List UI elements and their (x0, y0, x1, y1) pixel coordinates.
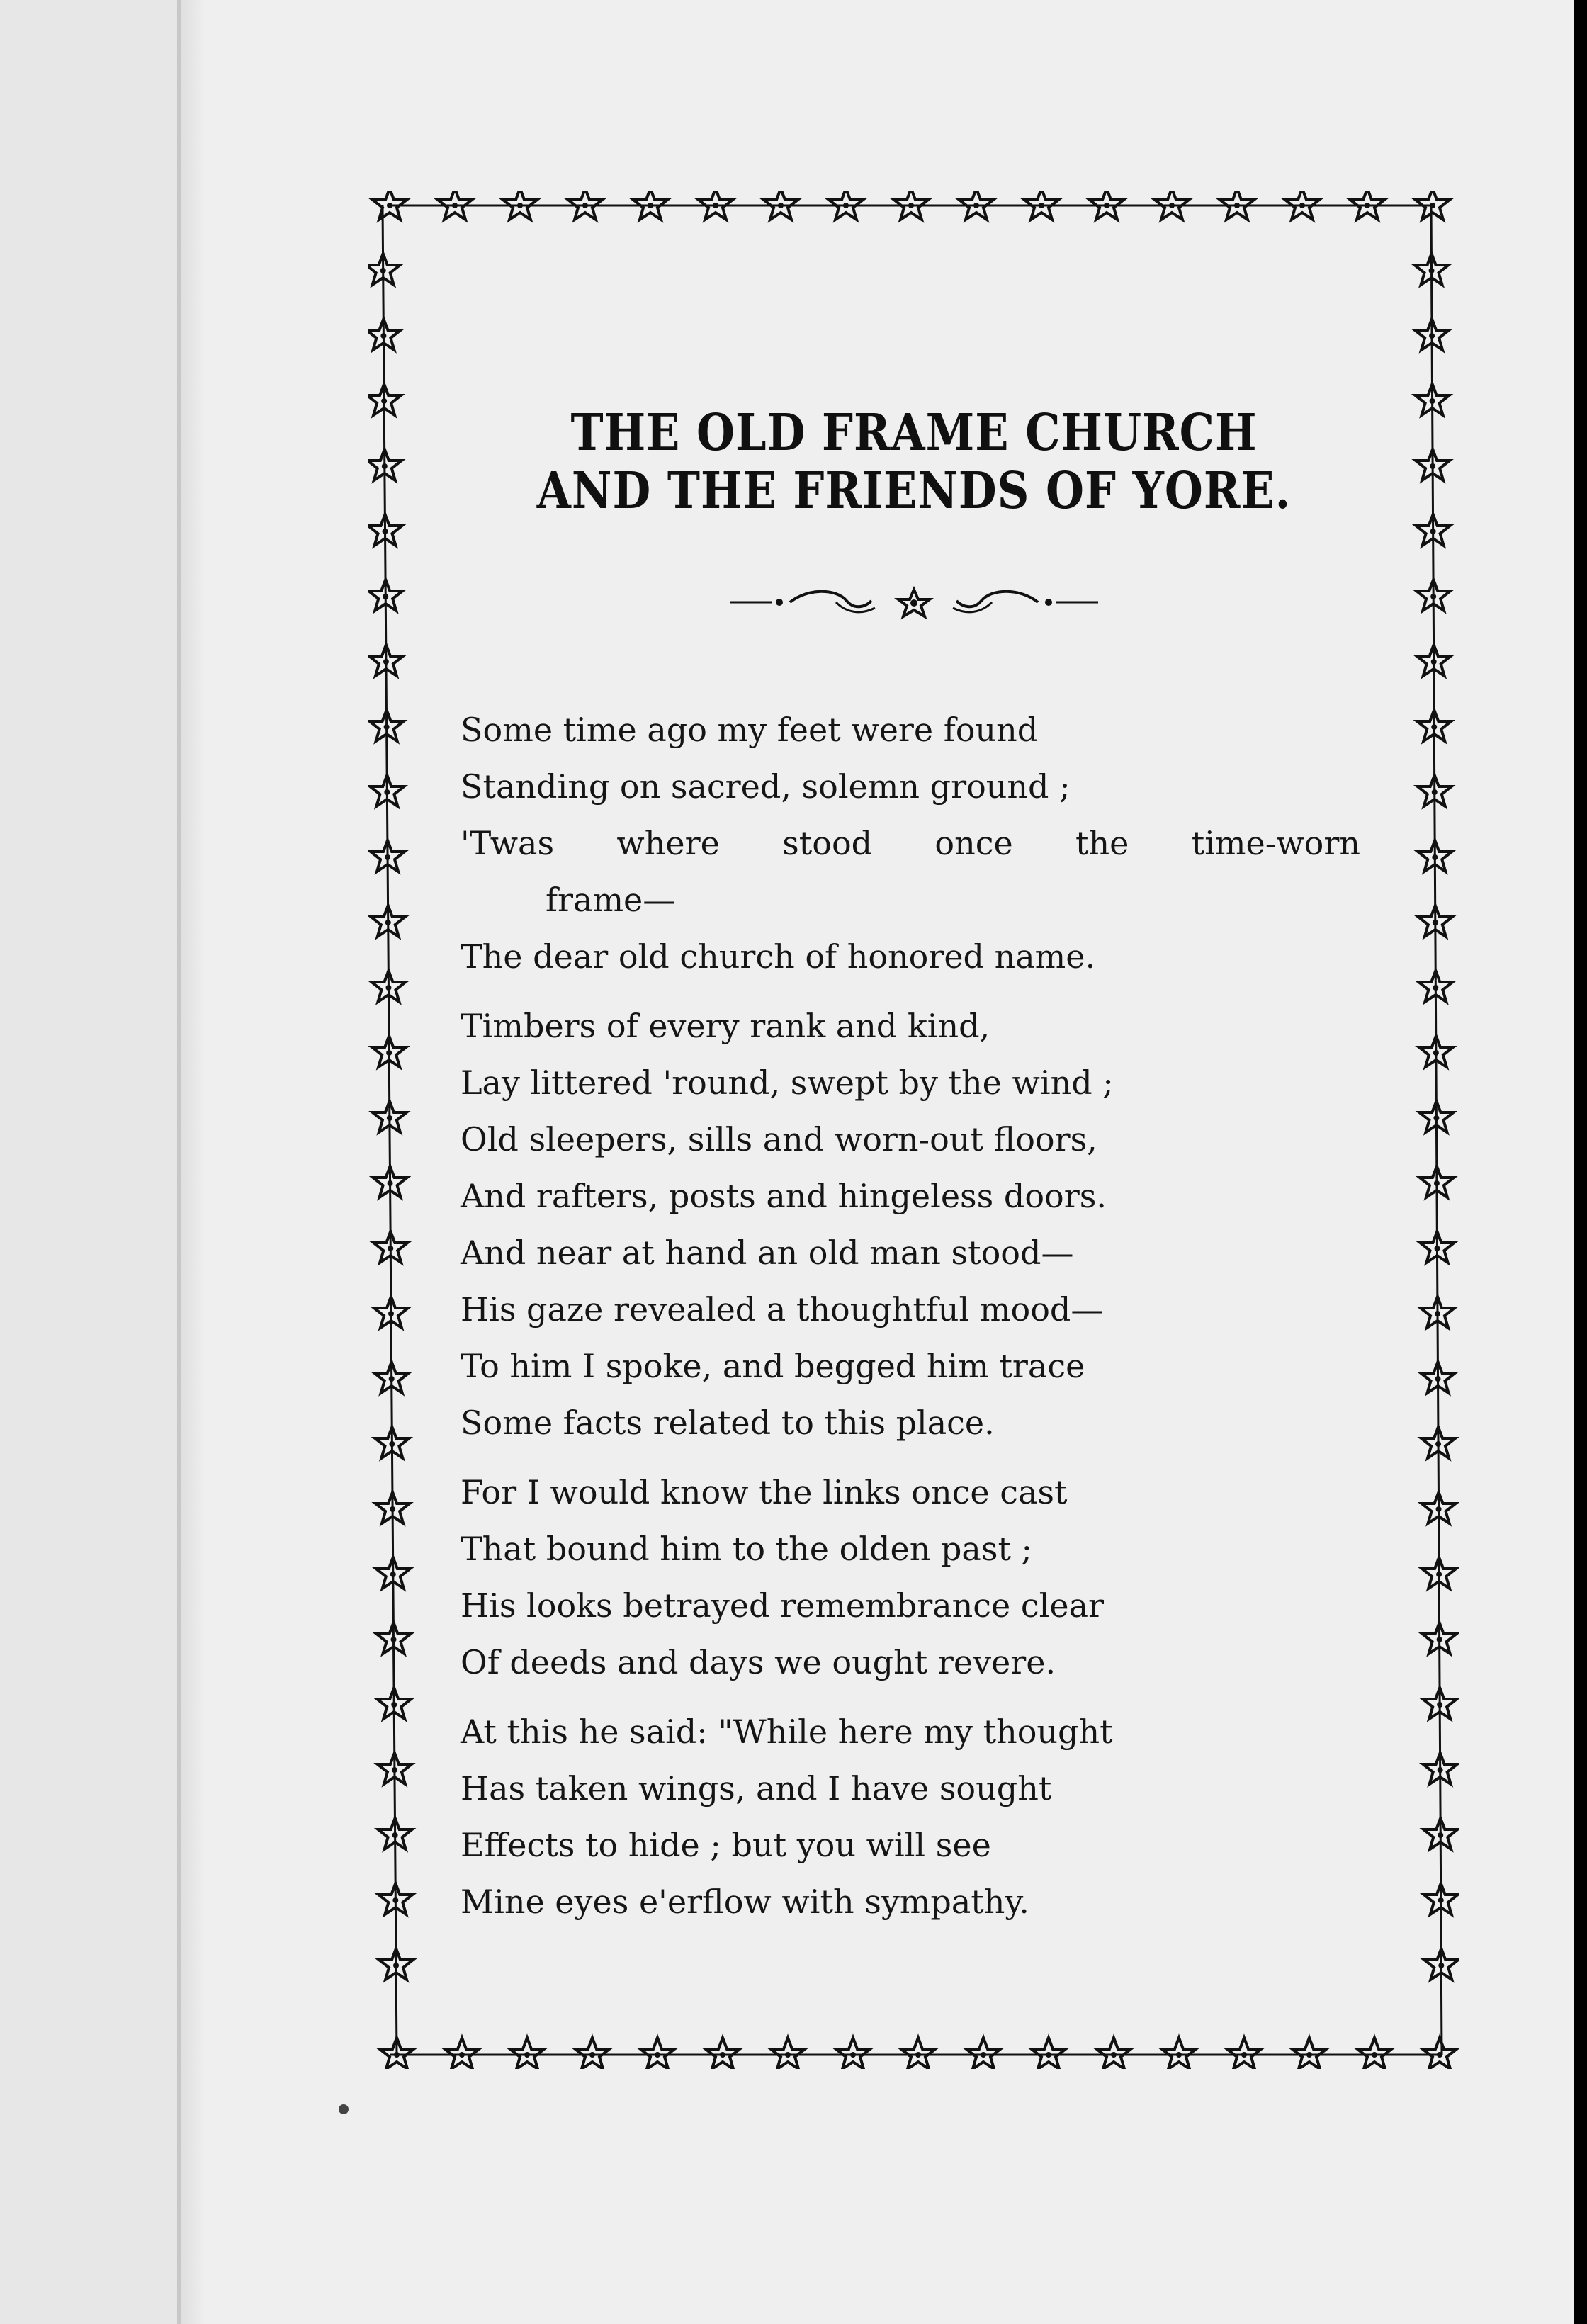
border-star-icon (445, 2038, 479, 2069)
border-star-icon (1357, 2038, 1391, 2069)
decorative-frame (368, 191, 1459, 2069)
poem-line: His gaze revealed a thoughtful mood— (461, 1290, 1104, 1329)
border-star-icon (575, 2038, 609, 2069)
title-line-1: THE OLD FRAME CHURCH (570, 402, 1258, 463)
poem-line: Mine eyes e'erflow with sympathy. (461, 1883, 1029, 1921)
border-star-icon (699, 191, 733, 220)
poem-line: Timbers of every rank and kind, (461, 1007, 990, 1045)
border-star-icon (373, 191, 407, 220)
border-star-icon (771, 2038, 805, 2069)
stanza (461, 701, 1396, 985)
poem-line: For I would know the links once cast (461, 1473, 1068, 1511)
border-star-icon (368, 254, 400, 285)
border-star-icon (1032, 2038, 1066, 2069)
border-star-icon (1423, 2038, 1457, 2069)
stanza (461, 998, 1396, 1451)
poem-line: At this he said: "While here my thought (461, 1713, 1113, 1751)
poem-line: The dear old church of honored name. (461, 937, 1096, 976)
poem-line: Effects to hide ; but you will see (461, 1826, 991, 1864)
poem-title (368, 404, 1459, 520)
poem-line: Standing on sacred, solemn ground ; (461, 767, 1071, 806)
poem-line: 'Twas where stood once the time-worn (461, 824, 1360, 862)
stanza (461, 1464, 1396, 1691)
left-page-leaf (0, 0, 181, 2324)
border-star-icon (1285, 191, 1319, 220)
scan-edge (1574, 0, 1587, 2324)
border-star-icon (706, 2038, 740, 2069)
border-star-icon (1350, 191, 1384, 220)
poem-line: Old sleepers, sills and worn-out floors, (461, 1120, 1097, 1158)
border-star-icon (1227, 2038, 1261, 2069)
poem-line: Has taken wings, and I have sought (461, 1769, 1052, 1807)
border-star-icon (568, 191, 602, 220)
border-star-icon (503, 191, 537, 220)
poem-line: Of deeds and days we ought revere. (461, 1643, 1056, 1681)
border-star-icon (1097, 2038, 1131, 2069)
poem-line: Some facts related to this place. (461, 1404, 995, 1442)
border-star-icon (1292, 2038, 1326, 2069)
border-star-icon (510, 2038, 544, 2069)
border-star-icon (1162, 2038, 1196, 2069)
poem-line: frame— (546, 881, 676, 919)
border-star-icon (894, 191, 928, 220)
border-star-icon (764, 191, 798, 220)
border-star-icon (1090, 191, 1124, 220)
border-star-icon (829, 191, 863, 220)
border-star-icon (1155, 191, 1189, 220)
title-line-2: AND THE FRIENDS OF YORE. (536, 461, 1292, 521)
gutter-shadow (177, 0, 205, 2324)
border-star-icon (966, 2038, 1000, 2069)
border-star-icon (1220, 191, 1254, 220)
border-star-icon (633, 191, 667, 220)
border-star-icon (1024, 191, 1058, 220)
border-star-icon (836, 2038, 870, 2069)
border-star-icon (438, 191, 472, 220)
border-star-icon (1416, 191, 1450, 220)
poem-line: And rafters, posts and hingeless doors. (461, 1177, 1107, 1215)
poem-line: And near at hand an old man stood— (461, 1234, 1074, 1272)
ink-speck (339, 2104, 349, 2114)
border-star-icon (901, 2038, 935, 2069)
border-star-icon (959, 191, 993, 220)
stanza (461, 1703, 1396, 1930)
poem-line: That bound him to the olden past ; (461, 1530, 1033, 1568)
poem-line: To him I spoke, and begged him trace (461, 1347, 1085, 1385)
poem-line: Some time ago my feet were found (461, 711, 1039, 749)
poem-body (461, 701, 1396, 1943)
poem-line: His looks betrayed remembrance clear (461, 1586, 1104, 1625)
poem-line: Lay littered 'round, swept by the wind ; (461, 1064, 1114, 1102)
border-star-icon (640, 2038, 674, 2069)
floral-ornament-icon (730, 581, 1098, 624)
